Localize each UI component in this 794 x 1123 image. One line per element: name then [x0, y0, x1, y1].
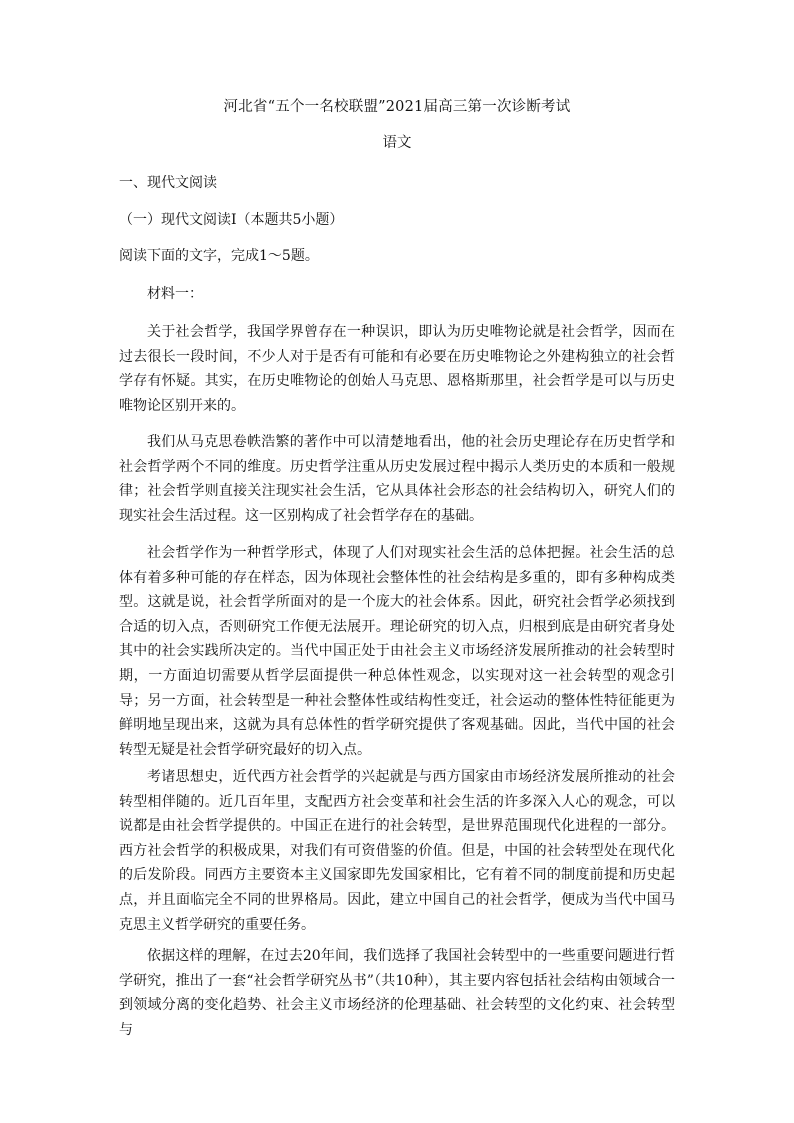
paragraph-5: 依据这样的理解，在过去20年间，我们选择了我国社会转型中的一些重要问题进行哲学研究，推出了一套“社会哲学研究丛书”（共10种），其主要内容包括社会结构由领域合一到领域分离的变化趋势、社会主义市场经济的伦理基础、社会转型的文化约束、社会转型与 — [119, 948, 675, 1038]
section-heading: 一、现代文阅读 — [119, 175, 217, 191]
instruction: 阅读下面的文字，完成1～5题。 — [119, 248, 319, 264]
material-label: 材料一： — [147, 286, 203, 302]
paragraph-2: 我们从马克思卷帙浩繁的著作中可以清楚地看出，他的社会历史理论存在历史哲学和社会哲学两个不同的维度。历史哲学注重从历史发展过程中揭示人类历史的本质和一般规律；社会哲学则直接关注现实社会生活，它从具体社会形态的社会结构切入，研究人们的现实社会生活过程。这一区别构成了社会哲学存在的基础。 — [119, 434, 675, 524]
paragraph-1: 关于社会哲学，我国学界曾存在一种误识，即认为历史唯物论就是社会哲学，因而在过去很长一段时间，不少人对于是否有可能和有必要在历史唯物论之外建构独立的社会哲学存有怀疑。其实，在历史唯物论的创始人马克思、恩格斯那里，社会哲学是可以与历史唯物论区别开来的。 — [119, 324, 675, 414]
subsection-heading: （一）现代文阅读Ⅰ（本题共5小题） — [119, 212, 344, 228]
subject-heading: 语文 — [382, 135, 412, 151]
exam-title: 河北省“五个一名校联盟”2021届高三第一次诊断考试 — [223, 99, 571, 115]
paragraph-3: 社会哲学作为一种哲学形式，体现了人们对现实社会生活的总体把握。社会生活的总体有着多种可能的存在样态，因为体现社会整体性的社会结构是多重的，即有多种构成类型。这就是说，社会哲学所面对的是一个庞大的社会体系。因此，研究社会哲学必须找到合适的切入点，否则研究工作便无法展开。理论研究的切入点，归根到底是由研究者身处其中的社会实践所决定的。当代中国正处于由社会主义市场经济发展所推动的社会转型时期，一方面迫切需要从哲学层面提供一种总体性观念，以实现对这一社会转型的观念引导；另一方面，社会转型是一种社会整体性或结构性变迁，社会运动的整体性特征能更为鲜明地呈现出来，这就为具有总体性的哲学研究提供了客观基础。因此，当代中国的社会转型无疑是社会哲学研究最好的切入点。 — [119, 545, 675, 758]
paragraph-4: 考诸思想史，近代西方社会哲学的兴起就是与西方国家由市场经济发展所推动的社会转型相伴随的。近几百年里，支配西方社会变革和社会生活的许多深入人心的观念，可以说都是由社会哲学提供的。中国正在进行的社会转型，是世界范围现代化进程的一部分。西方社会哲学的积极成果，对我们有可资借鉴的价值。但是，中国的社会转型处在现代化的后发阶段。同西方主要资本主义国家即先发国家相比，它有着不同的制度前提和历史起点，并且面临完全不同的世界格局。因此，建立中国自己的社会哲学，便成为当代中国马克思主义哲学研究的重要任务。 — [119, 769, 675, 933]
